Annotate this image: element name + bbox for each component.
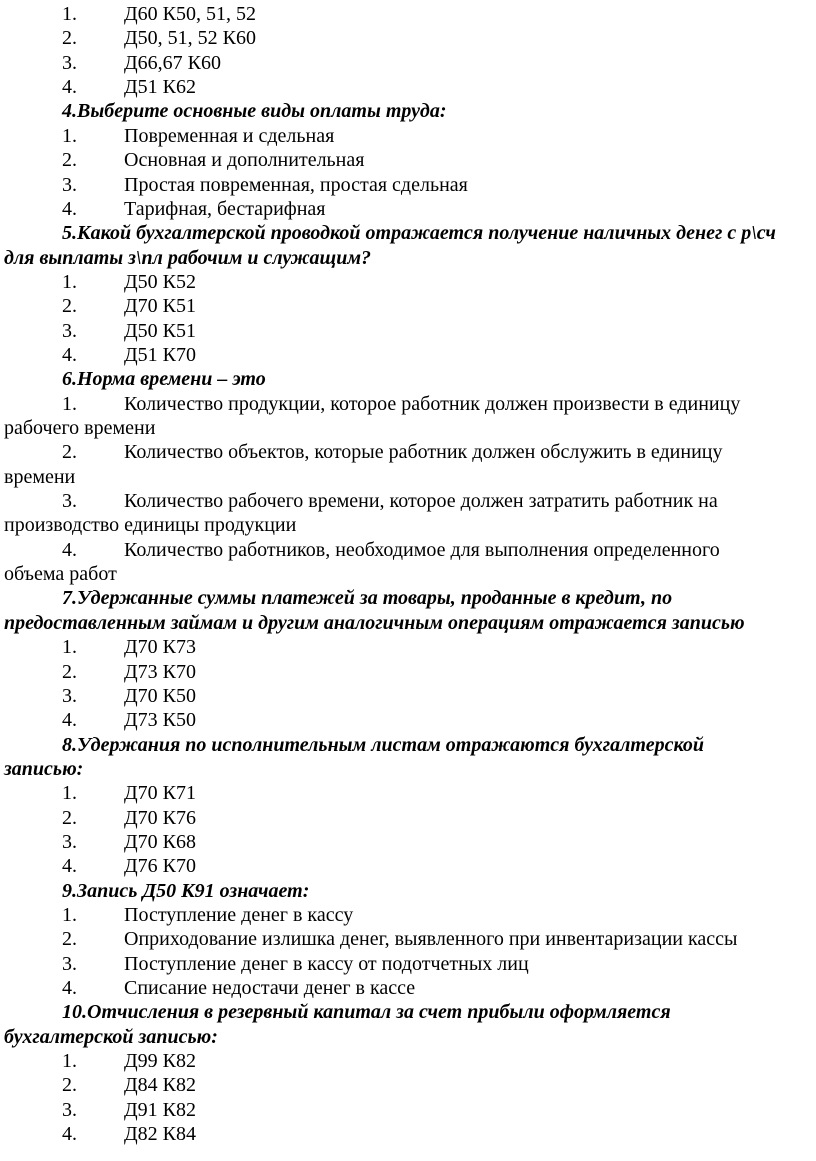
option-text: Тарифная, бестарифная: [124, 197, 326, 220]
option-number: 1.: [62, 124, 77, 147]
option-item: [0, 75, 816, 99]
option-text: Д70 К50: [124, 684, 196, 707]
question-text: 5.Какой бухгалтерской проводкой отражается получение наличных денег с р\сч: [62, 222, 776, 245]
option-item: [0, 343, 816, 367]
question-text: 9.Запись Д50 К91 означает:: [62, 879, 310, 902]
option-number: 3.: [62, 490, 77, 512]
question-text: записью:: [4, 757, 84, 780]
option-text: Д84 К82: [124, 1074, 196, 1097]
option-number: 2.: [62, 27, 77, 50]
option-number: 1.: [62, 782, 77, 805]
option-item: [0, 173, 816, 197]
option-number: 4.: [62, 1123, 77, 1146]
option-text: Оприходование излишка денег, выявленного при инвентаризации кассы: [124, 928, 738, 951]
option-item: [0, 854, 816, 878]
option-text: Количество работников, необходимое для выполнения определенного: [124, 538, 720, 561]
option-text: Поступление денег в кассу от подотчетных лиц: [124, 952, 529, 975]
option-text: Д70 К76: [124, 806, 196, 829]
option-text: Д50 К52: [124, 270, 196, 293]
question-text: 7.Удержанные суммы платежей за товары, проданные в кредит, по: [62, 587, 673, 610]
option-item: [0, 319, 816, 343]
option-text-continuation: производство единицы продукции: [4, 514, 297, 537]
option-text: Повременная и сдельная: [124, 124, 335, 147]
option-item: [0, 440, 816, 464]
option-text: Д50, 51, 52 К60: [124, 27, 256, 50]
option-item: [0, 26, 816, 50]
option-text: Д73 К70: [124, 660, 196, 683]
question-text: предоставленным займам и другим аналогичным операциям отражается записью: [4, 611, 745, 634]
option-number: 4.: [62, 977, 77, 999]
option-number: 2.: [62, 928, 77, 951]
option-text: Основная и дополнительная: [124, 149, 365, 172]
option-number: 3.: [62, 952, 77, 975]
option-item: [0, 708, 816, 732]
option-item: [0, 952, 816, 976]
option-number: 3.: [62, 684, 77, 707]
option-text-continuation: рабочего времени: [4, 417, 156, 439]
option-text: Д76 К70: [124, 855, 196, 878]
option-item: [0, 976, 816, 1000]
option-number: 1.: [62, 636, 77, 659]
option-item: [0, 489, 816, 513]
option-item: [0, 51, 816, 75]
option-number: 1.: [62, 904, 77, 926]
option-text: Количество рабочего времени, которое должен затратить работник на: [124, 490, 718, 512]
option-number: 4.: [62, 343, 77, 366]
option-text: Количество объектов, которые работник должен обслужить в единицу: [124, 441, 723, 464]
option-text: Д51 К70: [124, 343, 196, 366]
option-text-continuation: времени: [4, 465, 76, 488]
option-number: 2.: [62, 660, 77, 683]
option-text: Д99 К82: [124, 1050, 196, 1072]
option-item: [0, 2, 816, 26]
option-item: [0, 197, 816, 221]
option-item: [0, 781, 816, 805]
option-number: 1.: [62, 1050, 77, 1072]
option-number: 4.: [62, 538, 77, 561]
option-text: Д51 К62: [124, 76, 196, 99]
option-text: Д66,67 К60: [124, 51, 221, 74]
option-item: [0, 392, 816, 416]
option-item: [0, 294, 816, 318]
option-item: [0, 1098, 816, 1122]
option-number: 3.: [62, 173, 77, 196]
option-item: [0, 684, 816, 708]
option-item: [0, 270, 816, 294]
option-item: [0, 1049, 816, 1073]
option-text-continuation: объема работ: [4, 563, 117, 586]
option-number: 3.: [62, 319, 77, 342]
option-text: Д73 К50: [124, 709, 196, 732]
option-text: Д70 К71: [124, 782, 196, 805]
option-item: [0, 830, 816, 854]
option-number: 2.: [62, 806, 77, 829]
option-text: Д70 К73: [124, 636, 196, 659]
option-number: 3.: [62, 51, 77, 74]
option-text: Д82 К84: [124, 1123, 196, 1146]
option-number: 1.: [62, 270, 77, 293]
option-number: 3.: [62, 1098, 77, 1121]
option-text: Д70 К51: [124, 295, 196, 318]
option-number: 4.: [62, 76, 77, 99]
option-number: 2.: [62, 149, 77, 172]
option-text: Д91 К82: [124, 1098, 196, 1121]
option-number: 4.: [62, 709, 77, 732]
option-number: 4.: [62, 855, 77, 878]
option-item: [0, 538, 816, 562]
option-item: [0, 148, 816, 172]
question-text: для выплаты з\пл рабочим и служащим?: [4, 246, 372, 269]
option-text: Д70 К68: [124, 830, 196, 853]
option-text: Списание недостачи денег в кассе: [124, 977, 416, 999]
question-text: 8.Удержания по исполнительным листам отражаются бухгалтерской: [62, 733, 704, 756]
option-number: 2.: [62, 1074, 77, 1097]
option-number: 2.: [62, 441, 77, 464]
option-text: Д50 К51: [124, 319, 196, 342]
option-item: [0, 806, 816, 830]
option-text: Простая повременная, простая сдельная: [124, 173, 468, 196]
option-number: 3.: [62, 830, 77, 853]
option-item: [0, 1073, 816, 1097]
question-text: 4.Выберите основные виды оплаты труда:: [62, 100, 447, 123]
option-text: Количество продукции, которое работник должен произвести в единицу: [124, 392, 741, 415]
question-text: 6.Норма времени – это: [62, 368, 266, 391]
question-text: бухгалтерской записью:: [4, 1025, 218, 1048]
option-item: [0, 927, 816, 951]
option-text: Поступление денег в кассу: [124, 904, 354, 926]
option-item: [0, 124, 816, 148]
option-number: 2.: [62, 295, 77, 318]
option-number: 1.: [62, 392, 77, 415]
option-text: Д60 К50, 51, 52: [124, 3, 256, 25]
option-item: [0, 1122, 816, 1146]
option-item: [0, 660, 816, 684]
option-item: [0, 903, 816, 927]
option-number: 4.: [62, 197, 77, 220]
option-number: 1.: [62, 3, 77, 25]
question-text: 10.Отчисления в резервный капитал за счет прибыли оформляется: [62, 1001, 671, 1024]
option-item: [0, 635, 816, 659]
